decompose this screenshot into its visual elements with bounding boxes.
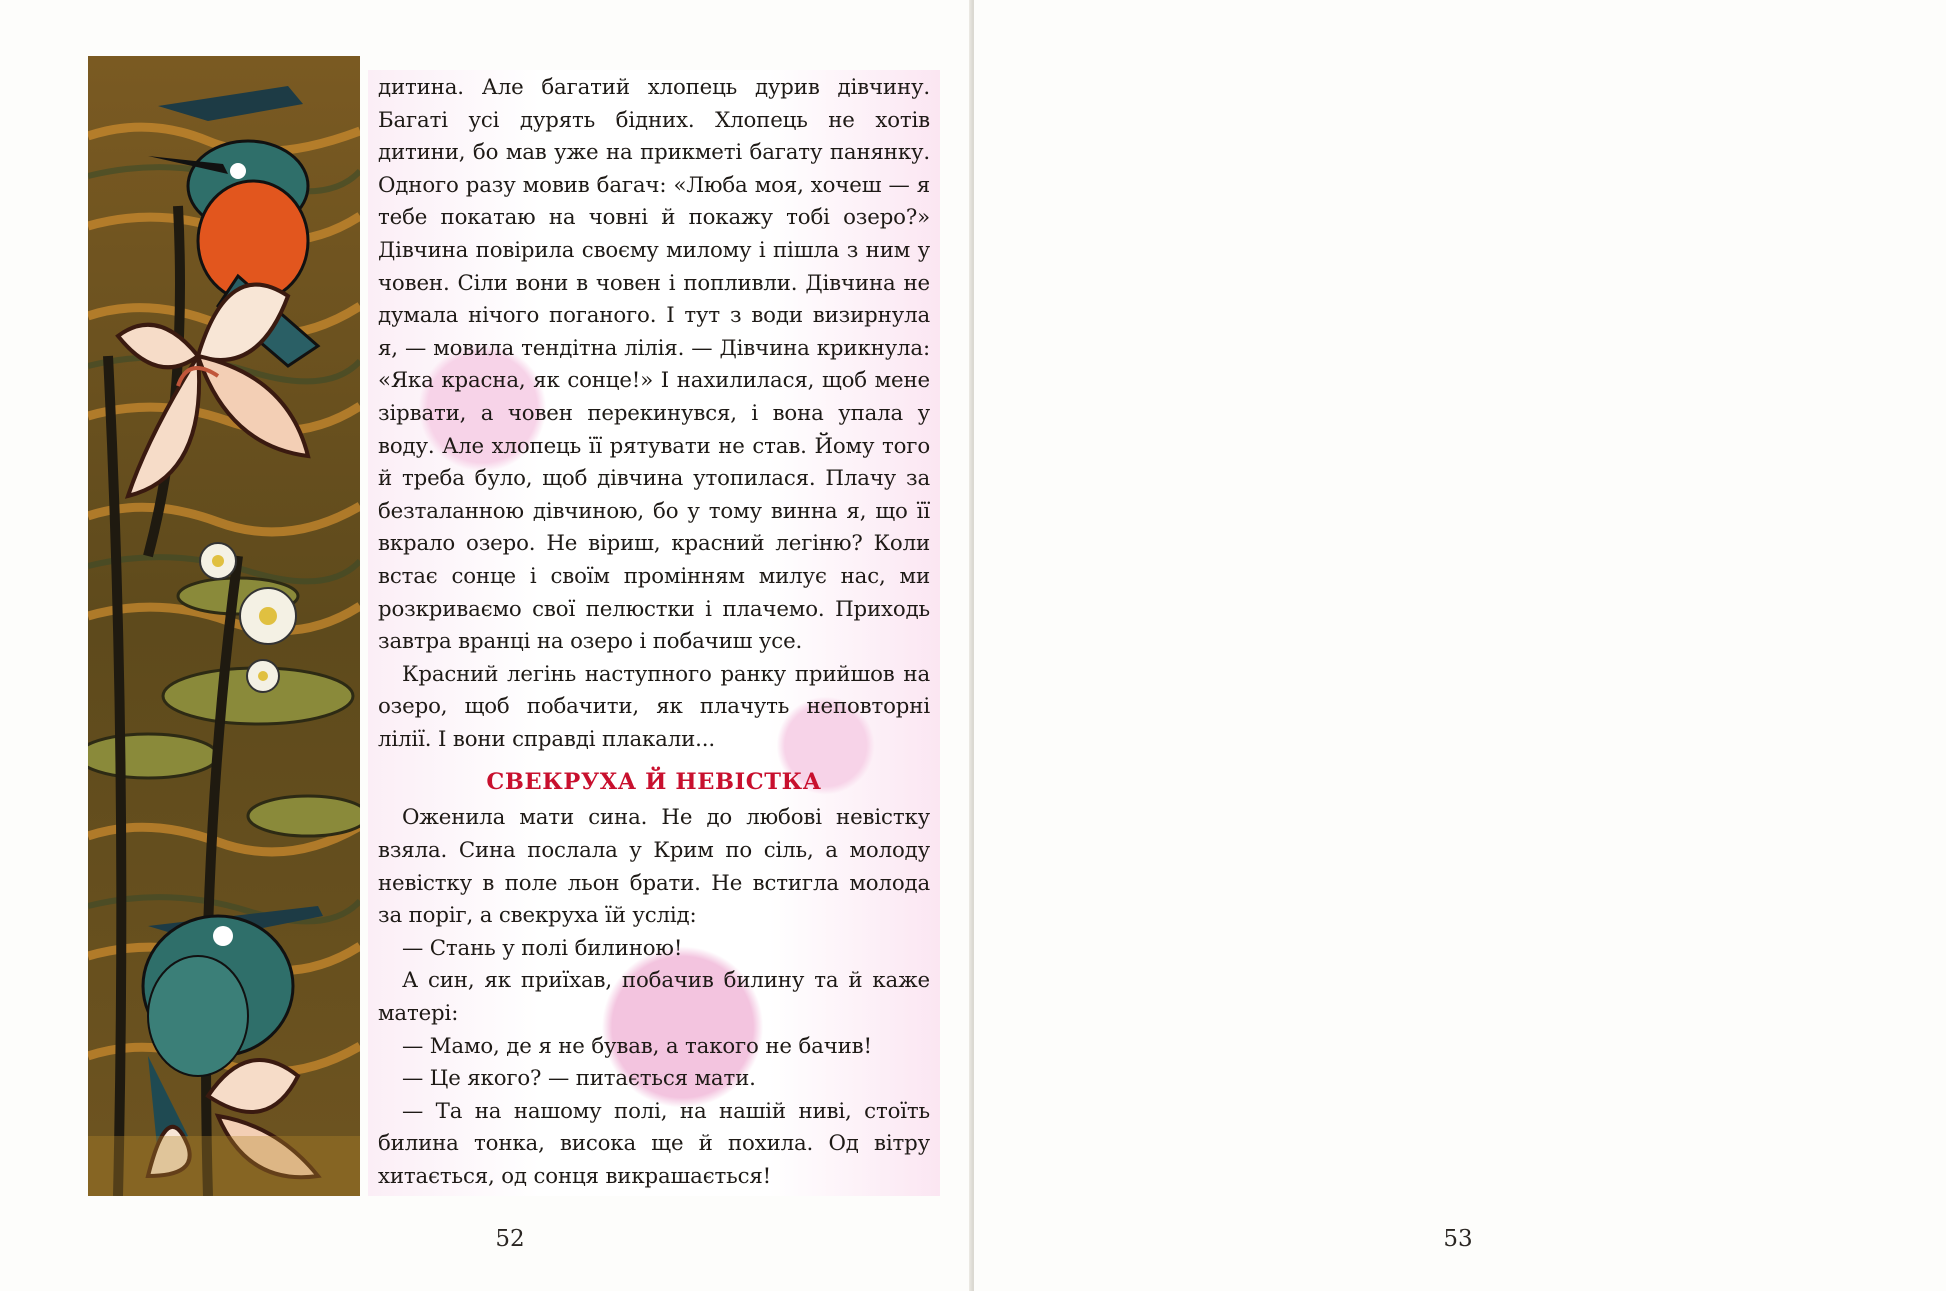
left-text-block [368,70,940,1196]
paragraph: Оженила мати сина. Не до любові невістку взяла. Сина послала у Крим по сіль, а молоду невістку в поле льон брати. Не встигла молода за поріг, а свекруха їй услід: [378,805,930,929]
story-title: СВЕКРУХА Й НЕВІСТКА [486,769,822,796]
dialogue-line: — Мамо, де я не бував, а такого не бачив! [402,1033,872,1059]
right-page [974,0,1946,1291]
dialogue-line: — Це якого? — питається мати. [402,1066,756,1092]
left-text-panel [368,70,940,1196]
dialogue-line: — Та на нашому полі, на нашій ниві, стоїть билина тонка, висока ще й похила. Од вітру хитається, од сонця викрашається! [378,1098,930,1189]
kingfisher-illustration [88,56,360,1196]
paragraph [378,1194,930,1196]
paragraph: А син, як приїхав, побачив билину та й каже матері: [378,968,930,1027]
left-page [0,0,972,1291]
kingfisher-lilies-image [88,56,360,1196]
paragraph: Красний легінь наступного ранку прийшов на озеро, щоб побачити, як плачуть неповторні лілії. І вони справді плакали... [378,661,930,752]
dialogue-line: — Стань у полі билиною! [402,935,683,961]
page-number: 52 [495,1226,525,1252]
paragraph: дитина. Але багатий хлопець дурив дівчину. Багаті усі дурять бідних. Хлопець не хотів дитини, бо мав уже на прикметі багату панянку. Одного разу мовив багач: «Люба моя, хочеш — я тебе покатаю на човні й покажу тобі озеро?» Дівчина повірила своєму милому і пішла з ним у човен. Сіли вони в човен і попливли. Дівчина не думала нічого поганого. І тут з води визирнула я, — мовила тендітна лілія. — Дівчина крикнула: «Яка красна, як сонце!» І нахилилася, щоб мене зірвати, а човен перекинувся, і вона упала у воду. Але хлопець її рятувати не став. Йому того й треба було, щоб дівчина утопилася. Плачу за безталанною дівчиною, бо у тому винна я, що її вкрало озеро. Не віриш, красний легіню? Коли встає сонце і своїм промінням милує нас, ми розкриваємо свої пелюстки і плачемо. Приходь завтра вранці на озеро і побачиш усе. [378,75,930,655]
page-number: 53 [1443,1226,1473,1252]
